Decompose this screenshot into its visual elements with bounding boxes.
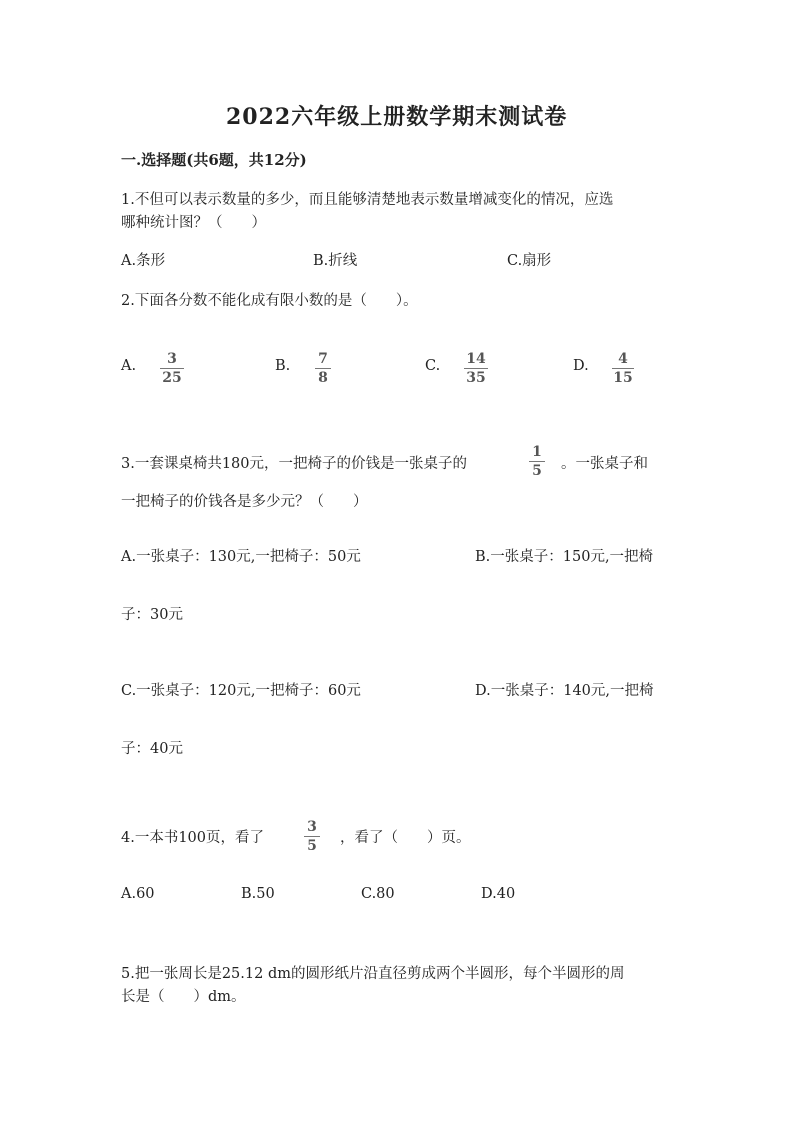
option-3a: A.一张桌子：130元,一把椅子：50元 [121, 549, 361, 565]
fraction-numerator: 3 [307, 819, 317, 835]
page-title: 2022六年级上册数学期末测试卷 [226, 104, 568, 130]
option-1b: B.折线 [313, 253, 358, 269]
option-3d: D.一张桌子：140元,一把椅 [475, 683, 654, 699]
fraction-bar [464, 368, 488, 369]
question-5-line-2: 长是（ ）dm。 [121, 989, 246, 1005]
option-4b: B.50 [241, 886, 275, 902]
fraction-numerator: 4 [618, 351, 628, 367]
option-2b-label: B. [275, 358, 291, 374]
question-3-fraction [529, 444, 545, 479]
fraction-numerator: 3 [167, 351, 177, 367]
question-3-stem-part-1: 3.一套课桌椅共180元，一把椅子的价钱是一张桌子的 [121, 456, 468, 472]
fraction-bar [304, 836, 320, 837]
fraction-denominator: 35 [466, 370, 486, 386]
option-3b-continued: 子：30元 [121, 607, 183, 623]
fraction-bar [529, 461, 545, 462]
fraction-denominator: 5 [307, 838, 317, 854]
fraction-denominator: 8 [318, 370, 328, 386]
fraction-numerator: 7 [318, 351, 328, 367]
question-5-line-1: 5.把一张周长是25.12 dm的圆形纸片沿直径剪成两个半圆形，每个半圆形的周 [121, 966, 625, 982]
option-1c: C.扇形 [507, 253, 552, 269]
question-1-line-2: 哪种统计图？（ ） [121, 215, 266, 231]
option-4a: A.60 [121, 886, 155, 902]
option-2b-fraction [315, 351, 331, 386]
question-4-stem-part-1: 4.一本书100页，看了 [121, 830, 265, 846]
option-3b: B.一张桌子：150元,一把椅 [475, 549, 654, 565]
option-3c: C.一张桌子：120元,一把椅子：60元 [121, 683, 361, 699]
fraction-bar [612, 368, 634, 369]
option-3d-continued: 子：40元 [121, 741, 183, 757]
option-4d: D.40 [481, 886, 516, 902]
fraction-numerator: 1 [532, 444, 542, 460]
fraction-denominator: 25 [162, 370, 182, 386]
option-2c-fraction [464, 351, 488, 386]
question-4-fraction [304, 819, 320, 854]
fraction-bar [160, 368, 184, 369]
option-2d-label: D. [573, 358, 589, 374]
section-heading: 一.选择题(共6题，共12分) [121, 151, 307, 169]
fraction-numerator: 14 [466, 351, 486, 367]
option-2d-fraction [612, 351, 634, 386]
question-3-line-2: 一把椅子的价钱各是多少元？（ ） [121, 494, 368, 510]
fraction-bar [315, 368, 331, 369]
question-4-stem-part-2: ，看了（ ）页。 [340, 830, 471, 846]
option-2a-label: A. [121, 358, 137, 374]
option-1a: A.条形 [121, 253, 166, 269]
fraction-denominator: 5 [532, 463, 542, 479]
fraction-denominator: 15 [613, 370, 633, 386]
question-3-stem-part-2: 。一张桌子和 [561, 456, 648, 472]
option-2c-label: C. [425, 358, 441, 374]
option-2a-fraction [160, 351, 184, 386]
question-1-line-1: 1.不但可以表示数量的多少，而且能够清楚地表示数量增减变化的情况，应选 [121, 192, 614, 208]
question-2-stem: 2.下面各分数不能化成有限小数的是（ ）。 [121, 293, 418, 309]
option-4c: C.80 [361, 886, 395, 902]
